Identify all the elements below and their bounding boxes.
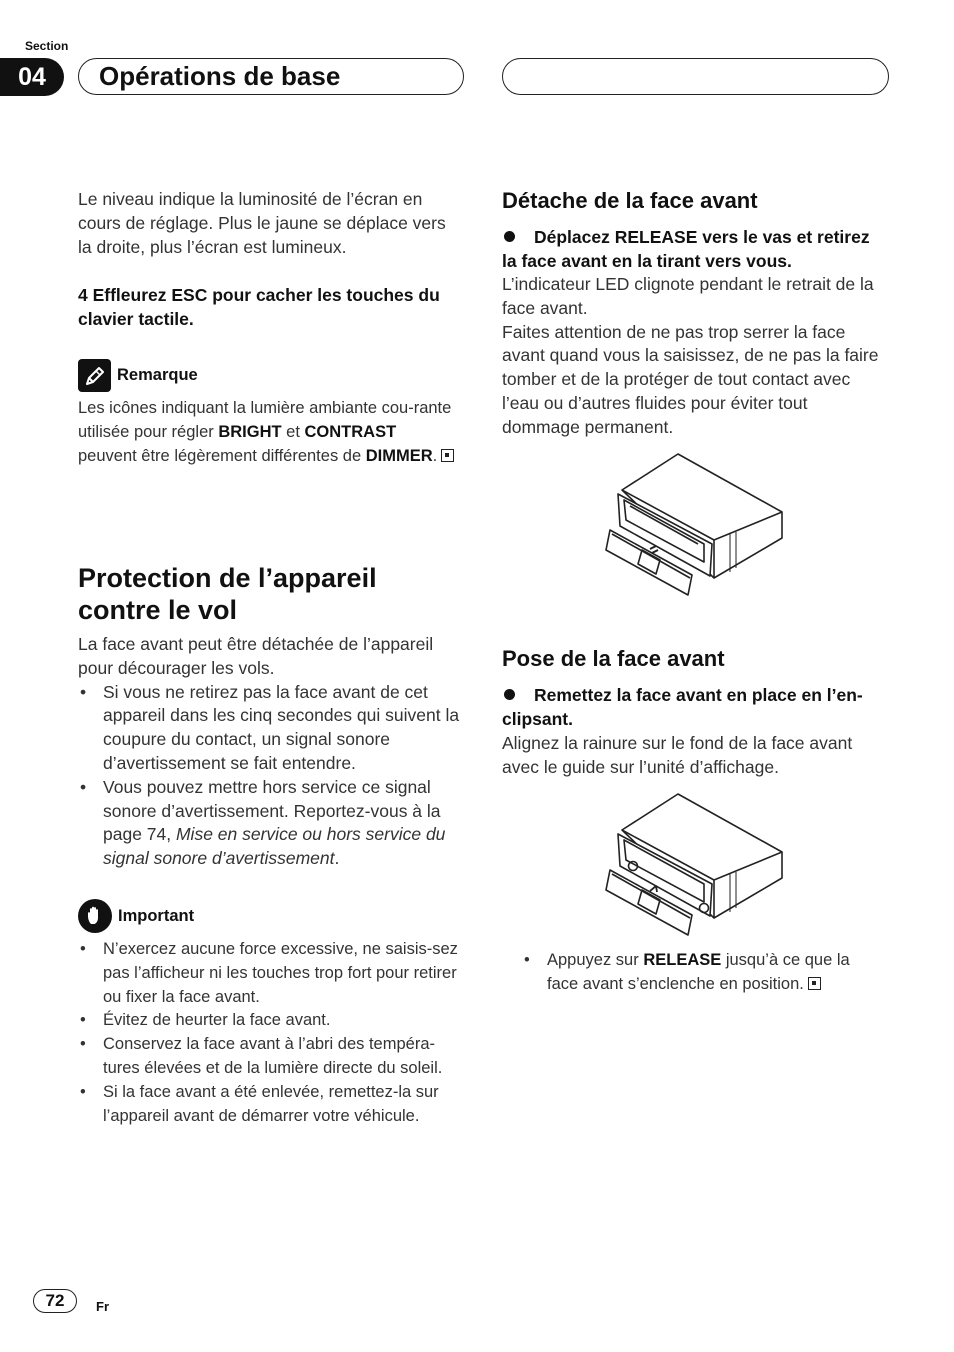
dimmer-label: DIMMER [365,446,433,465]
list-item: • N’exercez aucune force excessive, ne saisis-sez pas l’afficheur ni les touches trop fort pour retirer ou fixer la face avant. [78,938,466,1009]
end-mark-icon [808,977,821,990]
contrast-label: CONTRAST [304,422,397,441]
release-label: RELEASE [643,951,722,969]
attach-step: Remettez la face avant en place en l’en-clipsant. [502,685,863,729]
end-mark-icon [441,449,454,462]
section-title-pill [78,58,464,95]
bullet-dot-icon [504,689,515,700]
attach-title: Pose de la face avant [502,646,725,671]
protection-bullets [78,681,468,871]
list-item: • Évitez de heurter la face avant. [78,1009,466,1033]
detach-faceplate-illustration [600,450,790,600]
empty-header-pill [502,58,889,95]
detach-body: L’indicateur LED clignote pendant le retrait de la face avant. Faites attention de ne pas trop serrer la face avant quand vous la saisissez, de ne pas la faire tomber et de la protéger de tout contact avec l’eau ou d’autres fluides pour éviter tout dommage permanent. [502,274,879,437]
list-item: • Vous pouvez mettre hors service ce signal sonore d’avertissement. Reportez-vous à la page 74, Mise en service ou hors service du signal sonore d’avertissement. [78,776,468,871]
intro-paragraph: Le niveau indique la luminosité de l’écran en cours de réglage. Plus le jaune se déplace vers la droite, plus l’écran est lumineux. [78,189,446,257]
list-item: • Si la face avant a été enlevée, remettez-la sur l’appareil avant de démarrer votre véhicule. [78,1081,466,1129]
page-number: 72 [33,1289,77,1313]
pencil-icon [78,359,111,392]
list-item: • Appuyez sur RELEASE jusqu’à ce que la face avant s’enclenche en position. [522,949,867,997]
important-heading-label: Important [118,906,195,925]
important-heading [78,899,194,933]
important-list [78,938,466,1128]
note-heading [78,359,198,392]
bullet-dot-icon [504,231,515,242]
section-label: Section [25,39,69,53]
protection-title: Protection de l’appareil contre le vol [78,563,377,625]
detach-step: Déplacez RELEASE vers le vas et retirez la face avant en la tirant vers vous. [502,227,870,271]
attach-faceplate-illustration [600,790,790,940]
list-item: • Si vous ne retirez pas la face avant de cet appareil dans les cinq secondes qui suivent la coupure du contact, un signal sonore d’avertissement se fait entendre. [78,681,468,776]
section-number: 04 [0,58,64,96]
bright-label: BRIGHT [218,422,282,441]
language-code: Fr [96,1299,109,1314]
attach-bullet [522,949,867,997]
hand-stop-icon [78,899,112,933]
list-item: • Conservez la face avant à l’abri des tempéra-tures élevées et de la lumière directe du soleil. [78,1033,466,1081]
protection-body [78,633,468,871]
section-title: Opérations de base [99,61,341,91]
note-heading-label: Remarque [117,366,198,384]
step-4: 4 Effleurez ESC pour cacher les touches du clavier tactile. [78,285,440,329]
note-text: Les icônes indiquant la lumière ambiante cou-rante utilisée pour régler BRIGHT et CONTRAST peuvent être légèrement différentes de DIMMER. [78,397,458,468]
protection-intro: La face avant peut être détachée de l’appareil pour décourager les vols. [78,634,434,678]
attach-body: Alignez la rainure sur le fond de la face avant avec le guide sur l’unité d’affichage. [502,733,853,777]
page-reference: Mise en service ou hors service du signal sonore d’avertissement [103,824,446,869]
detach-title: Détache de la face avant [502,188,758,213]
